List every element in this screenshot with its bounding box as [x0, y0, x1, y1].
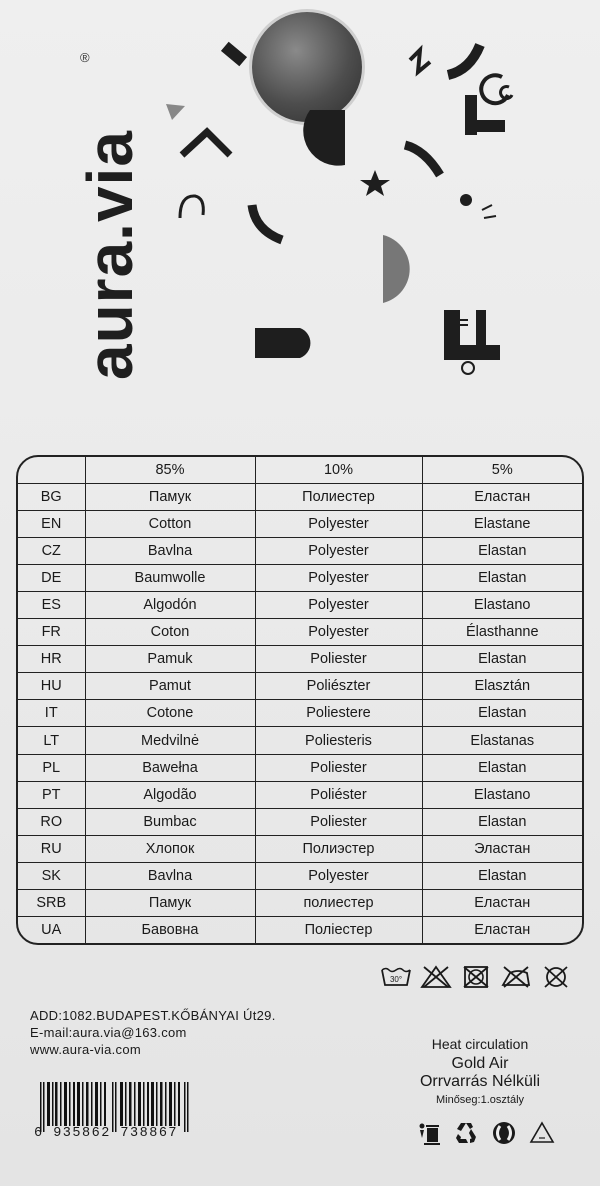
- deco-zigzag: [410, 50, 430, 72]
- heat-circulation-label: Heat circulation: [431, 1036, 529, 1052]
- table-row: [18, 781, 582, 808]
- deco-quarter: [303, 110, 345, 166]
- barcode-number: 6 935862 738867: [34, 1126, 179, 1141]
- fiber-cell: Поліестер: [255, 917, 422, 943]
- deco-dot: [460, 194, 472, 206]
- fiber-cell: Polyester: [255, 619, 422, 646]
- fiber-cell: Polyester: [255, 592, 422, 619]
- fiber-cell: Cotone: [85, 700, 255, 727]
- deco-hook: [180, 196, 203, 218]
- deco-arc: [448, 45, 480, 75]
- table-row: [18, 700, 582, 727]
- deco-chevron: [182, 132, 230, 155]
- table-row: [18, 889, 582, 916]
- fiber-cell: Baumwolle: [85, 565, 255, 592]
- language-code: IT: [18, 700, 85, 727]
- table-row: [18, 673, 582, 700]
- fiber-cell: Bumbac: [85, 808, 255, 835]
- fiber-cell: Elastan: [422, 646, 582, 673]
- language-code: FR: [18, 619, 85, 646]
- product-name: Gold Air: [451, 1055, 509, 1072]
- table-row: [18, 727, 582, 754]
- fiber-cell: Elastano: [422, 781, 582, 808]
- product-feature: Orrvarrás Nélküli: [419, 1073, 540, 1090]
- table-row: [18, 808, 582, 835]
- no-dry-clean-icon: [540, 965, 572, 989]
- fiber-cell: Полиэстер: [255, 835, 422, 862]
- trash-bin-icon: [415, 1120, 441, 1146]
- fiber-cell: Poliesteris: [255, 727, 422, 754]
- brand-logo: aura.via: [74, 130, 146, 380]
- fiber-cell: Elastanas: [422, 727, 582, 754]
- table-row: [18, 862, 582, 889]
- fiber-cell: Elastan: [422, 808, 582, 835]
- fiber-cell: Algodão: [85, 781, 255, 808]
- fiber-cell: Poliester: [255, 808, 422, 835]
- fiber-cell: Bawełna: [85, 754, 255, 781]
- header-percent-1: 85%: [85, 457, 255, 483]
- table-row: [18, 917, 582, 943]
- table-row: [18, 565, 582, 592]
- deco-capsule: [255, 328, 310, 358]
- recycle-symbols: [415, 1120, 555, 1146]
- fiber-cell: Algodón: [85, 592, 255, 619]
- language-code: ES: [18, 592, 85, 619]
- language-code: PL: [18, 754, 85, 781]
- fiber-cell: Еластан: [422, 889, 582, 916]
- fiber-cell: Elastane: [422, 510, 582, 537]
- table-row: [18, 754, 582, 781]
- product-info: [380, 1036, 580, 1106]
- triangle-recycle-icon: [529, 1120, 555, 1146]
- table-row: [18, 510, 582, 537]
- registered-mark: ®: [80, 50, 90, 65]
- wash-temp-label: 30°: [389, 975, 403, 984]
- deco-curve: [405, 145, 440, 175]
- fiber-cell: Памук: [85, 889, 255, 916]
- fiber-cell: Élasthanne: [422, 619, 582, 646]
- deco-triangle: [166, 104, 185, 120]
- fiber-cell: Polyester: [255, 565, 422, 592]
- barcode: [40, 1082, 190, 1132]
- fiber-cell: Pamuk: [85, 646, 255, 673]
- fiber-cell: Poliéster: [255, 781, 422, 808]
- table-row: [18, 619, 582, 646]
- language-code: LT: [18, 727, 85, 754]
- email-line: E-mail:aura.via@163.com: [30, 1025, 187, 1040]
- green-dot-icon: [491, 1120, 517, 1146]
- fiber-cell: Бавовна: [85, 917, 255, 943]
- fiber-cell: Poliester: [255, 646, 422, 673]
- fiber-cell: Polyester: [255, 862, 422, 889]
- language-code: DE: [18, 565, 85, 592]
- table-row: [18, 537, 582, 564]
- recycle-icon: [453, 1120, 479, 1146]
- fiber-cell: Bavlna: [85, 537, 255, 564]
- fiber-cell: Эластан: [422, 835, 582, 862]
- fiber-cell: Elastano: [422, 592, 582, 619]
- fiber-cell: Elastan: [422, 754, 582, 781]
- fiber-cell: Cotton: [85, 510, 255, 537]
- wash-30-icon: [380, 965, 412, 989]
- table-row: [18, 592, 582, 619]
- header-percent-2: 10%: [255, 457, 422, 483]
- deco-half-circle: [383, 235, 410, 303]
- language-code: PT: [18, 781, 85, 808]
- table-row: [18, 646, 582, 673]
- no-iron-icon: [500, 965, 532, 989]
- no-bleach-icon: [420, 965, 452, 989]
- fiber-cell: Bavlna: [85, 862, 255, 889]
- deco-star: [360, 170, 390, 196]
- header-blank: [18, 457, 85, 483]
- fiber-cell: Elastan: [422, 700, 582, 727]
- table-row: [18, 835, 582, 862]
- care-symbols: [380, 965, 572, 989]
- header-percent-3: 5%: [422, 457, 582, 483]
- fiber-cell: Памук: [85, 483, 255, 510]
- fiber-cell: Poliészter: [255, 673, 422, 700]
- language-code: RU: [18, 835, 85, 862]
- deco-bar: [221, 42, 247, 67]
- fiber-cell: Poliester: [255, 754, 422, 781]
- fiber-cell: Еластан: [422, 483, 582, 510]
- language-code: SRB: [18, 889, 85, 916]
- language-code: BG: [18, 483, 85, 510]
- address-block: [30, 1007, 276, 1058]
- fiber-cell: Хлопок: [85, 835, 255, 862]
- language-code: SK: [18, 862, 85, 889]
- language-code: CZ: [18, 537, 85, 564]
- table-row: [18, 483, 582, 510]
- website-line: www.aura-via.com: [30, 1042, 141, 1057]
- fiber-cell: Elasztán: [422, 673, 582, 700]
- fiber-cell: Coton: [85, 619, 255, 646]
- no-tumble-dry-icon: [460, 965, 492, 989]
- table-header-row: [18, 457, 582, 483]
- fiber-cell: полиестер: [255, 889, 422, 916]
- fiber-cell: Polyester: [255, 537, 422, 564]
- fiber-cell: Medvilnė: [85, 727, 255, 754]
- language-code: HU: [18, 673, 85, 700]
- fiber-cell: Pamut: [85, 673, 255, 700]
- fiber-cell: Polyester: [255, 510, 422, 537]
- fiber-cell: Полиестер: [255, 483, 422, 510]
- fiber-cell: Elastan: [422, 537, 582, 564]
- language-code: EN: [18, 510, 85, 537]
- deco-arc-2: [252, 205, 282, 240]
- language-code: UA: [18, 917, 85, 943]
- address-line: ADD:1082.BUDAPEST.KŐBÁNYAI Út29.: [30, 1008, 276, 1023]
- fiber-cell: Elastan: [422, 862, 582, 889]
- language-code: RO: [18, 808, 85, 835]
- fiber-cell: Еластан: [422, 917, 582, 943]
- fiber-cell: Poliestere: [255, 700, 422, 727]
- language-code: HR: [18, 646, 85, 673]
- fiber-cell: Elastan: [422, 565, 582, 592]
- quality-grade: Minőseg:1.osztály: [435, 1094, 525, 1106]
- composition-table: [16, 455, 584, 945]
